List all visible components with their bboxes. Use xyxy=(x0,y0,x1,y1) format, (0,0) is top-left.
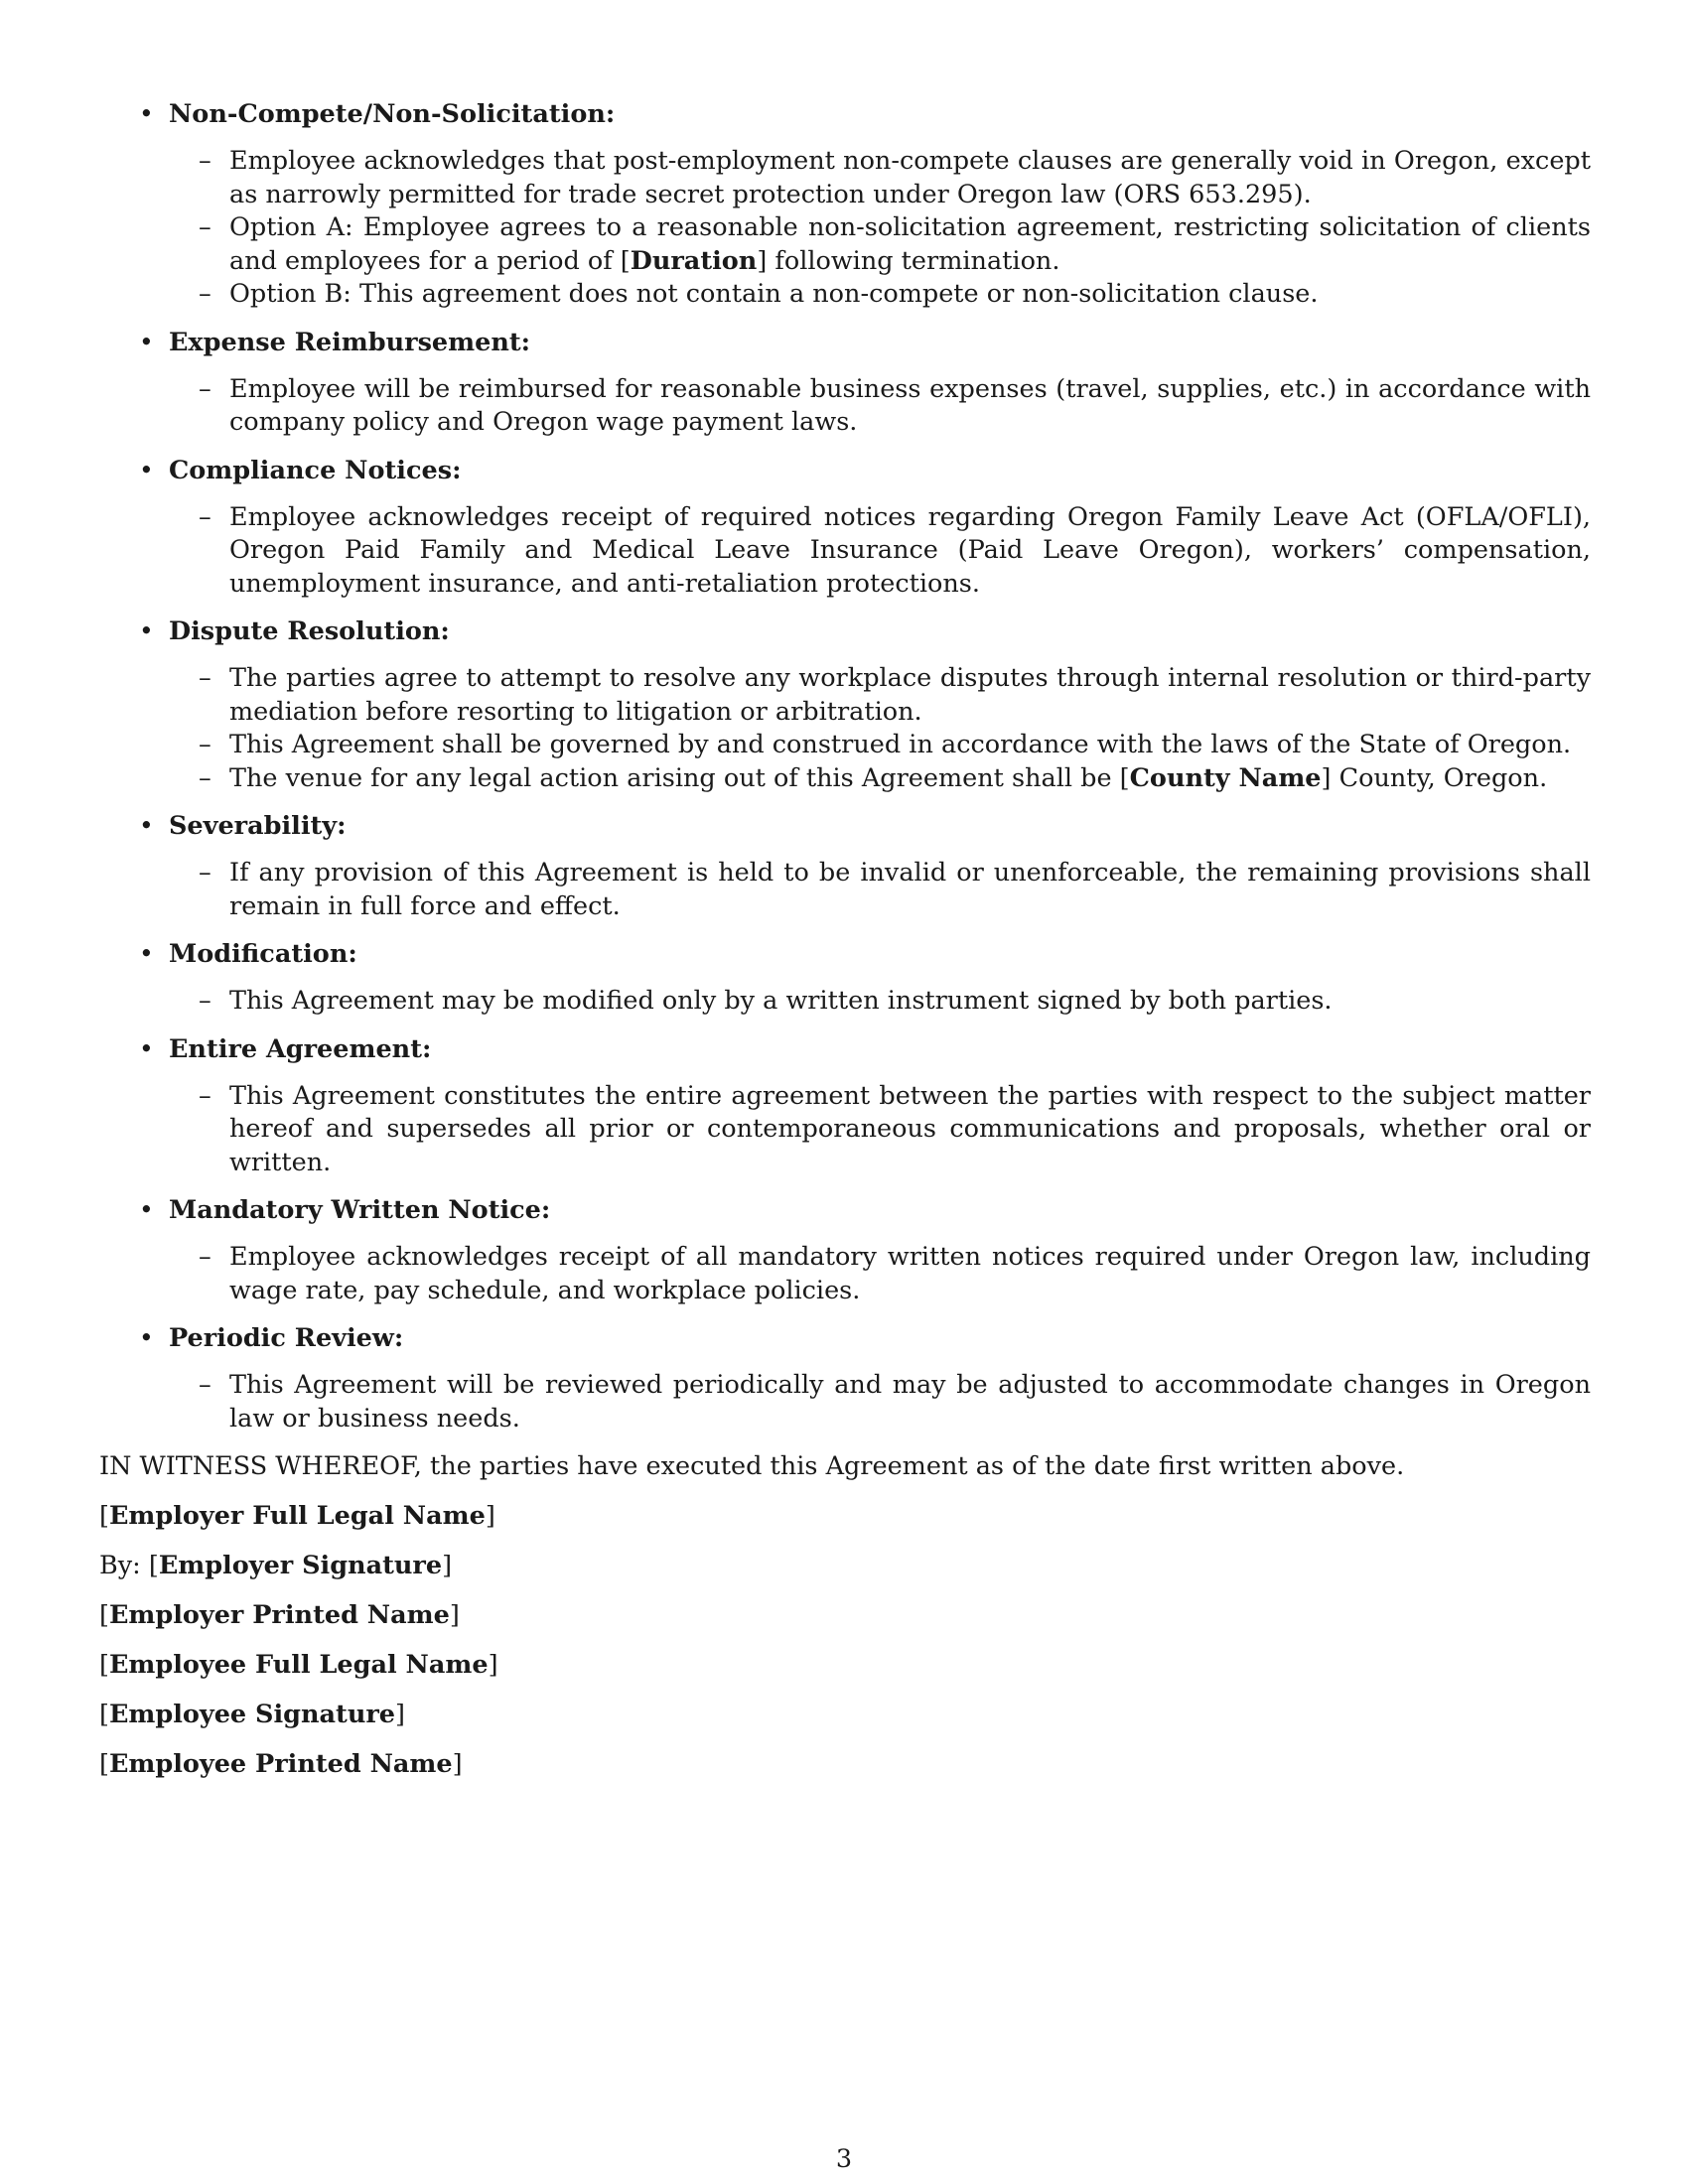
bullet-icon: • xyxy=(139,99,154,128)
employer-printed-line: [Employer Printed Name] xyxy=(99,1600,460,1630)
item-text: Employee will be reimbursed for reasonable business expenses (travel, supplies, etc.) in accordance with company policy and Oregon wage payment laws. xyxy=(229,373,1591,437)
list-item xyxy=(99,662,1591,729)
item-text: This Agreement shall be governed by and construed in accordance with the laws of the State of Oregon. xyxy=(229,730,1572,759)
bullet-icon: • xyxy=(139,811,154,840)
section-heading-row xyxy=(99,97,1591,131)
dash-icon: – xyxy=(199,1080,211,1111)
dash-icon: – xyxy=(199,146,211,176)
list-item xyxy=(99,1369,1591,1435)
employee-printed-line: [Employee Printed Name] xyxy=(99,1749,463,1779)
section-heading: Mandatory Written Notice: xyxy=(169,1195,551,1225)
list-item xyxy=(99,278,1591,312)
item-text: Employee acknowledges receipt of all mandatory written notices required under Oregon law, including wage rate, pay schedule, and workplace policies. xyxy=(229,1242,1591,1305)
section-dispute-resolution xyxy=(99,614,1591,795)
item-text: Option B: This agreement does not contain a non-compete or non-solicitation clause. xyxy=(229,279,1319,309)
section-heading: Compliance Notices: xyxy=(169,455,462,485)
list-item xyxy=(99,501,1591,602)
sub-list xyxy=(99,145,1591,312)
section-compliance-notices xyxy=(99,454,1591,602)
list-item xyxy=(99,729,1591,762)
section-non-compete xyxy=(99,97,1591,312)
placeholder-employee-name: Employee Full Legal Name xyxy=(108,1650,489,1680)
section-heading: Modification: xyxy=(169,939,357,969)
section-heading: Periodic Review: xyxy=(169,1323,404,1353)
bullet-icon: • xyxy=(139,1195,154,1224)
sub-list xyxy=(99,373,1591,440)
dash-icon: – xyxy=(199,212,211,242)
page-number: 3 xyxy=(835,2144,853,2174)
item-text-pre: The venue for any legal action arising out of this Agreement shall be [ xyxy=(229,762,1130,793)
section-heading: Severability: xyxy=(169,811,347,841)
sub-list xyxy=(99,1241,1591,1307)
employee-signature-line: [Employee Signature] xyxy=(99,1700,405,1729)
section-heading-row xyxy=(99,1032,1591,1066)
item-text: This Agreement will be reviewed periodically and may be adjusted to accommodate changes in Oregon law or business needs. xyxy=(229,1370,1591,1433)
dash-icon: – xyxy=(199,762,211,793)
item-text: This Agreement constitutes the entire agreement between the parties with respect to the subject matter hereof and supersedes all prior or contemporaneous communications and proposals, whether oral or written. xyxy=(229,1080,1591,1177)
dash-icon: – xyxy=(199,1370,211,1400)
list-item xyxy=(99,145,1591,211)
sub-list xyxy=(99,1080,1591,1180)
item-text: The parties agree to attempt to resolve any workplace disputes through internal resolution or third-party mediation before resorting to litigation or arbitration. xyxy=(229,663,1591,727)
dash-icon: – xyxy=(199,279,211,309)
bullet-icon: • xyxy=(139,455,154,484)
section-heading-row xyxy=(99,614,1591,648)
section-periodic-review xyxy=(99,1321,1591,1435)
placeholder-duration: Duration xyxy=(630,245,758,276)
dash-icon: – xyxy=(199,730,211,759)
list-item xyxy=(99,373,1591,440)
placeholder-county-name: County Name xyxy=(1129,762,1322,793)
section-heading: Non-Compete/Non-Solicitation: xyxy=(169,99,616,129)
sub-list xyxy=(99,501,1591,602)
section-heading-row xyxy=(99,1321,1591,1355)
sub-list xyxy=(99,985,1591,1019)
section-heading: Dispute Resolution: xyxy=(169,616,450,646)
employee-name-line: [Employee Full Legal Name] xyxy=(99,1650,498,1680)
section-heading-row xyxy=(99,809,1591,843)
section-heading-row xyxy=(99,937,1591,971)
dash-icon: – xyxy=(199,373,211,404)
item-text: Employee acknowledges that post-employment non-compete clauses are generally void in Oregon, except as narrowly permitted for trade secret protection under Oregon law (ORS 653.295). xyxy=(229,146,1591,209)
dash-icon: – xyxy=(199,501,211,532)
placeholder-employer-name: Employer Full Legal Name xyxy=(108,1501,486,1531)
item-text-post: ] following termination. xyxy=(757,245,1060,276)
document-page xyxy=(99,97,1591,1797)
list-item xyxy=(99,211,1591,278)
bullet-icon: • xyxy=(139,939,154,968)
list-item xyxy=(99,762,1591,796)
employer-name-line: [Employer Full Legal Name] xyxy=(99,1501,495,1531)
item-text: Employee acknowledges receipt of required notices regarding Oregon Family Leave Act (OFLA/OFLI), Oregon Paid Family and Medical Leave Insurance (Paid Leave Oregon), workers’ compensation, unemployment insurance, and anti-retaliation protections. xyxy=(229,501,1591,599)
dash-icon: – xyxy=(199,858,211,887)
bullet-icon: • xyxy=(139,1323,154,1352)
dash-icon: – xyxy=(199,663,211,693)
closing-statement: IN WITNESS WHEREOF, the parties have executed this Agreement as of the date first written above. xyxy=(99,1451,1405,1481)
sub-list xyxy=(99,857,1591,923)
item-text: This Agreement may be modified only by a written instrument signed by both parties. xyxy=(229,986,1333,1016)
bullet-icon: • xyxy=(139,616,154,645)
sub-list xyxy=(99,1369,1591,1435)
item-text-pre: Option A: Employee agrees to a reasonable non-solicitation agreement, restricting solicitation of clients and employees for a period of [ xyxy=(229,212,1591,276)
section-heading-row xyxy=(99,326,1591,359)
item-text-post: ] County, Oregon. xyxy=(1321,762,1548,793)
list-item xyxy=(99,857,1591,923)
list-item xyxy=(99,1241,1591,1307)
section-entire-agreement xyxy=(99,1032,1591,1180)
section-heading: Expense Reimbursement: xyxy=(169,327,531,357)
bullet-icon: • xyxy=(139,327,154,356)
placeholder-employer-printed-name: Employer Printed Name xyxy=(108,1600,450,1630)
section-severability xyxy=(99,809,1591,923)
list-item xyxy=(99,985,1591,1019)
section-modification xyxy=(99,937,1591,1019)
placeholder-employee-signature: Employee Signature xyxy=(108,1700,396,1729)
section-heading: Entire Agreement: xyxy=(169,1033,432,1064)
dash-icon: – xyxy=(199,986,211,1016)
section-expense-reimbursement xyxy=(99,326,1591,440)
list-item xyxy=(99,1080,1591,1180)
section-mandatory-written-notice xyxy=(99,1193,1591,1307)
placeholder-employer-signature: Employer Signature xyxy=(158,1551,443,1580)
sub-list xyxy=(99,662,1591,795)
bullet-icon: • xyxy=(139,1033,154,1063)
employer-signature-line: By: [Employer Signature] xyxy=(99,1551,453,1580)
placeholder-employee-printed-name: Employee Printed Name xyxy=(108,1749,453,1779)
section-heading-row xyxy=(99,454,1591,487)
item-text: If any provision of this Agreement is held to be invalid or unenforceable, the remaining provisions shall remain in full force and effect. xyxy=(229,858,1591,921)
dash-icon: – xyxy=(199,1242,211,1272)
section-heading-row xyxy=(99,1193,1591,1227)
by-label: By: xyxy=(99,1551,141,1580)
